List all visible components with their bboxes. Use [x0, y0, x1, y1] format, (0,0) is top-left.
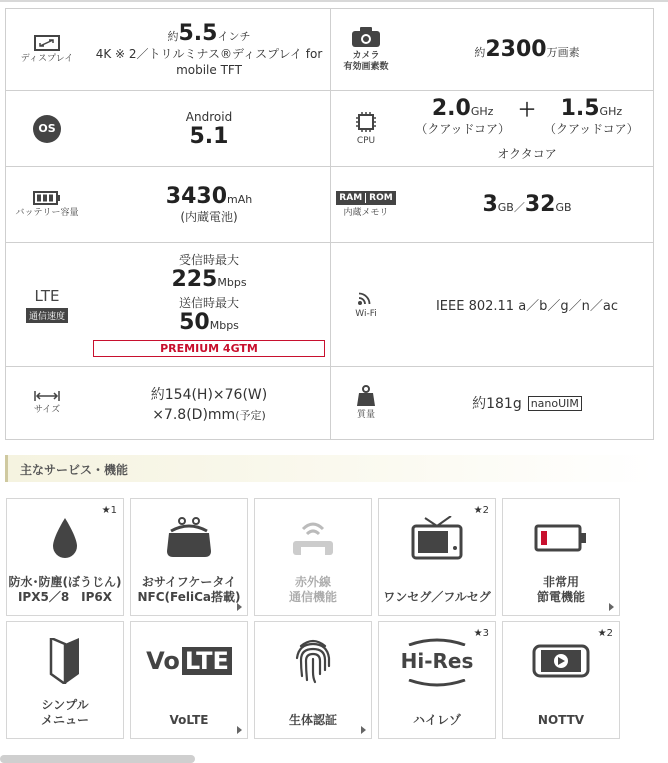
tv-icon: [411, 516, 463, 560]
display-unit: インチ: [217, 30, 251, 43]
camera-icon: [351, 26, 381, 48]
os-version: 5.1: [189, 123, 229, 149]
ram-rom-icon: [336, 191, 395, 205]
premium-4g-badge: PREMIUM 4GTM: [93, 340, 325, 357]
lte-recv-value: 225: [171, 267, 218, 292]
cpu-unit1: GHz: [470, 104, 494, 118]
display-icon: [34, 35, 60, 51]
ram-unit: GB: [497, 201, 514, 214]
infrared-icon: [289, 517, 337, 559]
fingerprint-icon: [293, 638, 333, 684]
lte-send-unit: Mbps: [209, 319, 239, 332]
cpu-core1: （クアッドコア）: [415, 121, 510, 136]
wifi-icon: [357, 290, 375, 306]
low-battery-icon: [534, 524, 588, 552]
footnote-star: ★1: [101, 505, 117, 516]
cpu-label: CPU: [356, 135, 376, 146]
display-desc-line2: mobile TFT: [176, 63, 242, 77]
battery-unit: mAh: [227, 193, 253, 206]
volte-logo: [146, 647, 232, 675]
arrow-right-icon: [361, 726, 366, 734]
spec-weight: [331, 367, 653, 439]
os-name: Android: [185, 109, 233, 124]
spec-row-os-cpu: [6, 91, 653, 167]
size-line1: 約154(H)×76(W): [150, 386, 268, 403]
feature-label: おサイフケータイ NFC(FeliCa搭載): [137, 575, 241, 604]
battery-value: 3430: [165, 184, 227, 209]
footnote-star: ★3: [473, 628, 489, 639]
feature-label: VoLTE: [169, 713, 209, 727]
volte-logo-vo: Vo: [146, 647, 180, 675]
feature-osaifu[interactable]: [130, 498, 248, 616]
arrow-right-icon: [237, 603, 242, 611]
ram-value: 3: [482, 192, 498, 217]
os-icon-text: OS: [38, 122, 56, 135]
spec-row-size-weight: [6, 367, 653, 439]
cpu-icon: [355, 111, 377, 133]
size-note: (予定): [235, 408, 266, 422]
section-header: [5, 455, 654, 482]
feature-label: 非常用 節電機能: [536, 575, 585, 604]
display-desc-line1: 4K ※ 2／トリルミナス®ディスプレイ for: [95, 47, 323, 61]
spec-display: [6, 9, 331, 90]
feature-label: 防水･防塵(ぼうじん) IPX5／8 IP6X: [8, 575, 122, 604]
beginner-mark-icon: [48, 638, 82, 684]
cpu-clock2: 1.5: [560, 95, 600, 121]
rom-value: 32: [524, 192, 556, 217]
lte-badge: 通信速度: [26, 308, 68, 323]
feature-volte[interactable]: [130, 621, 248, 739]
spec-memory: [331, 167, 653, 242]
feature-nottv[interactable]: [502, 621, 620, 739]
feature-label: ハイレゾ: [412, 713, 461, 727]
footnote-star: ★2: [597, 628, 613, 639]
spec-battery: [6, 167, 331, 242]
feature-waterproof[interactable]: [6, 498, 124, 616]
hires-logo-text: Hi-Res: [400, 649, 474, 673]
weight-value: 約181g: [472, 396, 522, 412]
spec-os: [6, 91, 331, 166]
nanouim-badge: nanoUIM: [528, 396, 582, 411]
cpu-clock1: 2.0: [431, 95, 471, 121]
rom-label: ROM: [369, 192, 393, 203]
volte-logo-lte: LTE: [182, 647, 232, 675]
feature-simple-menu[interactable]: [6, 621, 124, 739]
camera-value: 2300: [485, 37, 547, 62]
display-label: ディスプレイ: [20, 53, 74, 64]
lte-title: LTE: [34, 286, 60, 305]
spec-lte: [6, 243, 331, 366]
camera-sublabel: 有効画素数: [343, 62, 389, 72]
lte-recv-label: 受信時最大: [178, 253, 239, 267]
weight-icon: [356, 385, 376, 407]
size-line2: ×7.8(D)mm: [152, 406, 236, 423]
spec-table: [5, 8, 654, 440]
memory-sep: ／: [513, 201, 525, 214]
spec-cpu: [331, 91, 653, 166]
feature-label: ワンセグ／フルセグ: [383, 590, 491, 604]
lte-send-value: 50: [179, 310, 210, 335]
cpu-type: オクタコア: [497, 146, 557, 161]
size-icon: [34, 390, 60, 402]
battery-note: (内蔵電池): [180, 210, 238, 224]
arrow-right-icon: [609, 603, 614, 611]
footnote-star: ★2: [473, 505, 489, 516]
battery-label: バッテリー容量: [15, 207, 79, 218]
feature-infrared[interactable]: [254, 498, 372, 616]
rom-unit: GB: [555, 201, 572, 214]
feature-hires[interactable]: [378, 621, 496, 739]
wifi-value: IEEE 802.11 a／b／g／n／ac: [435, 299, 619, 314]
spec-size: [6, 367, 331, 439]
horizontal-scrollbar[interactable]: [0, 755, 195, 763]
top-divider: [0, 0, 668, 2]
feature-power-saving[interactable]: [502, 498, 620, 616]
feature-label: シンプル メニュー: [40, 698, 89, 727]
purse-icon: [165, 517, 213, 559]
cpu-core2: （クアッドコア）: [544, 121, 639, 136]
display-prefix: 約: [167, 30, 179, 43]
spec-row-lte-wifi: [6, 243, 653, 367]
os-icon: [33, 115, 61, 143]
camera-prefix: 約: [474, 46, 486, 59]
arrow-right-icon: [237, 726, 242, 734]
feature-label: 生体認証: [288, 713, 337, 727]
lte-send-label: 送信時最大: [178, 296, 239, 310]
memory-label: 内蔵メモリ: [343, 207, 389, 218]
section-title: 主なサービス・機能: [20, 463, 129, 477]
ram-label: RAM: [339, 192, 363, 203]
feature-biometric[interactable]: [254, 621, 372, 739]
spec-wifi: [331, 243, 653, 366]
water-drop-icon: [51, 517, 79, 559]
battery-icon: [33, 191, 61, 205]
wifi-label: Wi-Fi: [355, 308, 377, 319]
spec-row-display-camera: [6, 9, 653, 91]
spec-camera: [331, 9, 653, 90]
cpu-plus: ＋: [518, 99, 536, 121]
feature-oneseg[interactable]: [378, 498, 496, 616]
display-size: 5.5: [178, 21, 218, 46]
camera-label: カメラ: [352, 51, 380, 61]
weight-label: 質量: [356, 410, 375, 420]
hires-logo: [401, 631, 474, 691]
feature-label: 赤外線 通信機能: [288, 575, 337, 604]
cpu-unit2: GHz: [599, 104, 623, 118]
lte-recv-unit: Mbps: [217, 276, 247, 289]
camera-unit: 万画素: [546, 46, 580, 59]
phone-play-icon: [532, 644, 590, 678]
spec-row-battery-memory: [6, 167, 653, 243]
size-label: サイズ: [33, 405, 61, 415]
feature-label: NOTTV: [537, 713, 585, 727]
